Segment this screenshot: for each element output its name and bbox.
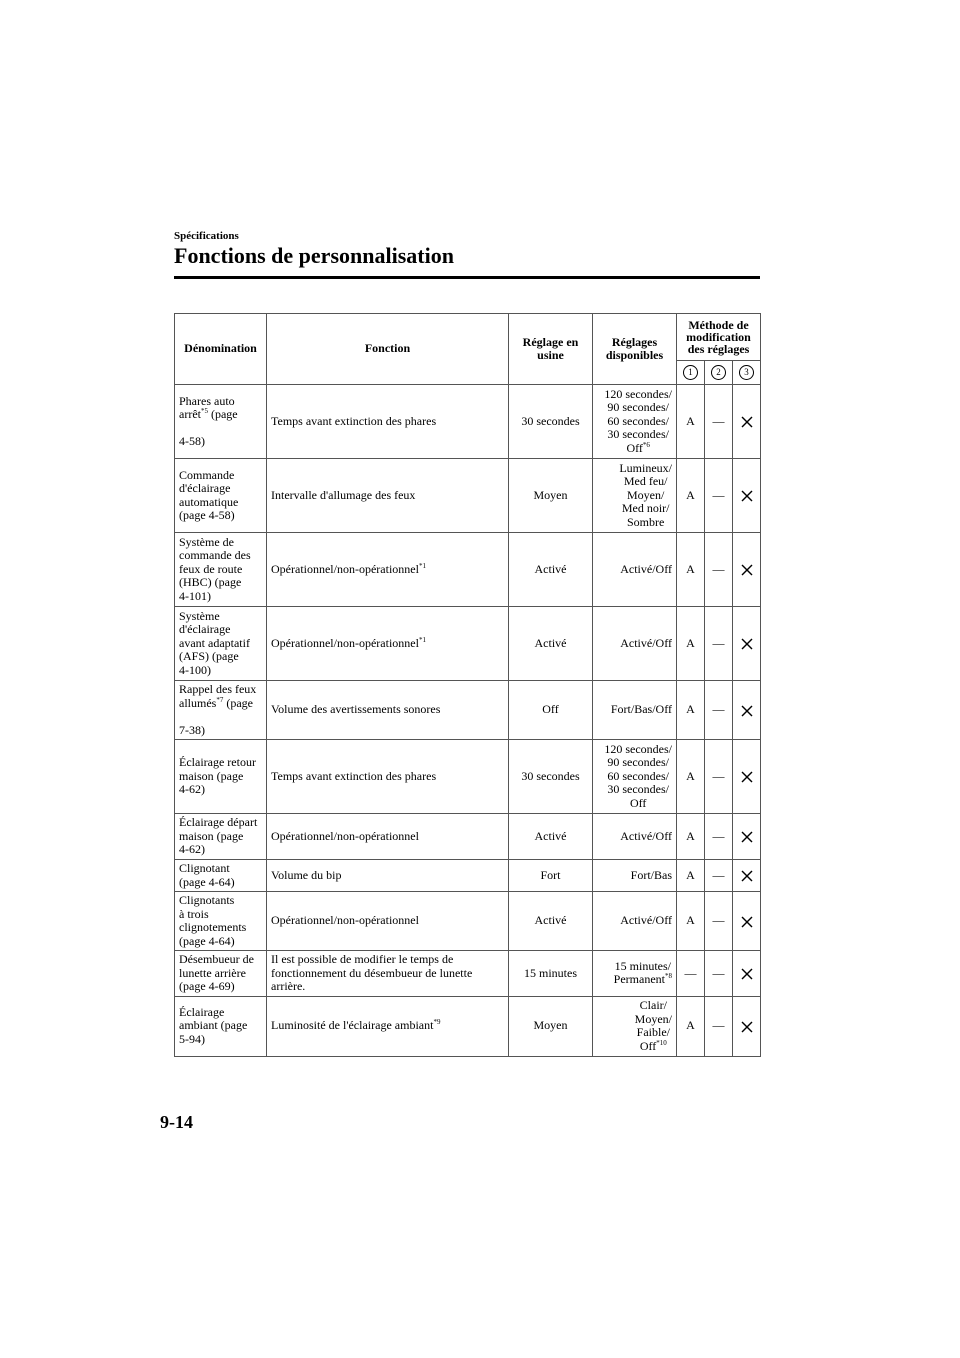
table-row bbox=[175, 459, 761, 533]
cell-method-m1: A bbox=[677, 607, 705, 681]
cell-factory-setting: Fort bbox=[509, 860, 593, 892]
title-divider bbox=[174, 276, 760, 279]
available-option: Activé/Off bbox=[620, 828, 672, 843]
available-option: Off bbox=[626, 440, 643, 455]
name-line: 7-38) bbox=[179, 722, 205, 737]
name-line: d'éclairage bbox=[179, 622, 231, 637]
name-line: (page bbox=[207, 407, 238, 421]
section-label: Spécifications bbox=[174, 230, 239, 242]
name-line: Éclairage retour bbox=[179, 755, 256, 770]
customization-table bbox=[174, 313, 761, 1057]
name-line: (HBC) (page bbox=[179, 575, 242, 590]
function-text: Opérationnel/non-opérationnel bbox=[271, 635, 419, 650]
cell-function bbox=[267, 860, 509, 892]
cell-method-m1: A bbox=[677, 681, 705, 740]
available-option: 120 secondes/ bbox=[604, 386, 672, 401]
cell-method-m3 bbox=[733, 740, 761, 814]
name-line: 4-101) bbox=[179, 588, 211, 603]
available-option: 60 secondes/ bbox=[607, 413, 669, 428]
name-line: (page 4-58) bbox=[179, 508, 235, 522]
cross-icon bbox=[741, 1021, 753, 1033]
name-line: (page bbox=[223, 695, 253, 710]
cross-icon bbox=[741, 870, 753, 882]
cell-name bbox=[175, 385, 267, 459]
cell-method-m3 bbox=[733, 996, 761, 1056]
cell-function bbox=[267, 996, 509, 1056]
cell-method-m1: — bbox=[677, 951, 705, 997]
table-row bbox=[175, 385, 761, 459]
header-function: Fonction bbox=[267, 314, 509, 385]
cell-method-m1: A bbox=[677, 385, 705, 459]
cell-factory-setting: Off bbox=[509, 681, 593, 740]
cell-available-settings bbox=[593, 892, 677, 951]
cell-method-m3 bbox=[733, 459, 761, 533]
available-option: Clair/ bbox=[639, 998, 667, 1012]
name-line: à trois bbox=[179, 906, 209, 921]
cell-method-m2: — bbox=[705, 533, 733, 607]
cell-name bbox=[175, 459, 267, 533]
name-line: (AFS) (page bbox=[179, 649, 239, 664]
circled-one-icon: 1 bbox=[683, 365, 698, 380]
cell-available-settings bbox=[593, 533, 677, 607]
available-option: Activé/Off bbox=[620, 561, 672, 576]
cell-available-settings bbox=[593, 951, 677, 997]
name-line: (page 4-64) bbox=[179, 933, 235, 948]
cross-icon bbox=[741, 490, 753, 502]
header-name: Dénomination bbox=[175, 314, 267, 385]
name-line: d'éclairage bbox=[179, 481, 231, 495]
footer-bar bbox=[0, 1343, 960, 1358]
name-line: 5-94) bbox=[179, 1031, 205, 1046]
name-line: Commande bbox=[179, 467, 235, 482]
table-row bbox=[175, 996, 761, 1056]
name-line: Désembueur de bbox=[179, 952, 254, 966]
cross-icon bbox=[741, 416, 753, 428]
cell-name bbox=[175, 860, 267, 892]
circled-three-icon: 3 bbox=[739, 365, 754, 380]
header-factory: Réglage en usine bbox=[509, 314, 593, 385]
cell-method-m3 bbox=[733, 607, 761, 681]
cell-function bbox=[267, 951, 509, 997]
footnote-ref: *6 bbox=[642, 440, 650, 449]
cell-factory-setting: 30 secondes bbox=[509, 385, 593, 459]
function-text: Opérationnel/non-opérationnel bbox=[271, 828, 419, 843]
footnote-ref: *8 bbox=[665, 972, 672, 981]
name-line: Phares auto bbox=[179, 393, 235, 408]
cell-available-settings bbox=[593, 814, 677, 860]
cell-function bbox=[267, 814, 509, 860]
available-option: 60 secondes/ bbox=[607, 768, 669, 783]
cell-name bbox=[175, 681, 267, 740]
name-line: Éclairage départ bbox=[179, 815, 258, 830]
table-row bbox=[175, 607, 761, 681]
name-line: Système bbox=[179, 608, 220, 623]
function-text: Opérationnel/non-opérationnel bbox=[271, 913, 419, 928]
name-line: 4-58) bbox=[179, 434, 205, 448]
name-line: clignotements bbox=[179, 920, 247, 934]
cross-icon bbox=[741, 831, 753, 843]
available-option: Activé/Off bbox=[620, 913, 672, 928]
available-option: Fort/Bas/Off bbox=[610, 702, 672, 717]
cell-method-m3 bbox=[733, 681, 761, 740]
cell-factory-setting: Moyen bbox=[509, 459, 593, 533]
cell-available-settings bbox=[593, 385, 677, 459]
cell-method-m2: — bbox=[705, 681, 733, 740]
table-row bbox=[175, 681, 761, 740]
function-text: Volume du bip bbox=[271, 867, 342, 882]
cell-method-m3 bbox=[733, 814, 761, 860]
cell-function bbox=[267, 740, 509, 814]
name-line: automatique bbox=[179, 494, 239, 509]
footnote-ref: *9 bbox=[433, 1018, 441, 1027]
cell-method-m3 bbox=[733, 533, 761, 607]
footnote-ref: *7 bbox=[216, 695, 224, 704]
available-option: Sombre bbox=[626, 514, 665, 529]
function-text: Intervalle d'allumage des feux bbox=[271, 487, 416, 502]
cell-factory-setting: 15 minutes bbox=[509, 951, 593, 997]
available-option: Off bbox=[639, 1038, 657, 1053]
header-method: Méthode de modification des réglages bbox=[677, 314, 761, 361]
footnote-ref: *1 bbox=[418, 635, 426, 644]
cell-method-m2: — bbox=[705, 951, 733, 997]
cell-method-m3 bbox=[733, 892, 761, 951]
name-line: (page 4-69) bbox=[179, 979, 235, 993]
cross-icon bbox=[741, 705, 753, 717]
cell-method-m3 bbox=[733, 385, 761, 459]
table-row bbox=[175, 892, 761, 951]
cell-function bbox=[267, 533, 509, 607]
cell-available-settings bbox=[593, 740, 677, 814]
name-line: lunette arrière bbox=[179, 965, 246, 980]
cell-method-m3 bbox=[733, 860, 761, 892]
function-text: Il est possible de modifier le temps de fonctionnement du désembueur de lunette arrière. bbox=[271, 952, 473, 993]
name-line: Clignotants bbox=[179, 893, 235, 907]
available-option: Faible/ bbox=[636, 1025, 670, 1039]
cross-icon bbox=[741, 638, 753, 650]
method-3-header bbox=[733, 361, 761, 385]
cell-factory-setting: Activé bbox=[509, 607, 593, 681]
cell-function bbox=[267, 459, 509, 533]
name-line: Rappel des feux bbox=[179, 682, 257, 696]
cell-name bbox=[175, 892, 267, 951]
available-option: 90 secondes/ bbox=[607, 400, 669, 415]
function-text: Temps avant extinction des phares bbox=[271, 413, 437, 428]
name-line: feux de route bbox=[179, 561, 243, 576]
method-1-header bbox=[677, 361, 705, 385]
name-line: 4-62) bbox=[179, 782, 205, 797]
cell-method-m2: — bbox=[705, 996, 733, 1056]
cell-method-m1: A bbox=[677, 892, 705, 951]
cell-available-settings bbox=[593, 996, 677, 1056]
name-line: commande des bbox=[179, 548, 251, 563]
cell-name bbox=[175, 607, 267, 681]
cell-method-m2: — bbox=[705, 385, 733, 459]
name-line: 4-62) bbox=[179, 842, 205, 857]
available-option: 90 secondes/ bbox=[607, 755, 669, 770]
name-line: Clignotant bbox=[179, 861, 230, 875]
cell-method-m1: A bbox=[677, 459, 705, 533]
cell-method-m1: A bbox=[677, 533, 705, 607]
function-text: Volume des avertissements sonores bbox=[271, 702, 441, 717]
table-row bbox=[175, 533, 761, 607]
cell-method-m1: A bbox=[677, 860, 705, 892]
cell-method-m2: — bbox=[705, 892, 733, 951]
name-line: maison (page bbox=[179, 828, 244, 843]
cell-name bbox=[175, 533, 267, 607]
cell-factory-setting: Activé bbox=[509, 892, 593, 951]
name-line: maison (page bbox=[179, 768, 244, 783]
cell-method-m2: — bbox=[705, 459, 733, 533]
available-option: 120 secondes/ bbox=[604, 741, 672, 756]
table-row bbox=[175, 814, 761, 860]
cell-method-m2: — bbox=[705, 607, 733, 681]
cross-icon bbox=[741, 916, 753, 928]
table-row bbox=[175, 860, 761, 892]
cell-available-settings bbox=[593, 607, 677, 681]
function-text: Temps avant extinction des phares bbox=[271, 768, 437, 783]
table-body bbox=[175, 385, 761, 1057]
table-row bbox=[175, 740, 761, 814]
cell-name bbox=[175, 996, 267, 1056]
cell-method-m2: — bbox=[705, 740, 733, 814]
available-option: Activé/Off bbox=[620, 635, 672, 650]
cell-name bbox=[175, 951, 267, 997]
cell-method-m1: A bbox=[677, 996, 705, 1056]
cell-function bbox=[267, 385, 509, 459]
function-text: Luminosité de l'éclairage ambiant bbox=[271, 1018, 434, 1033]
available-option: 30 secondes/ bbox=[607, 427, 669, 442]
table-row bbox=[175, 951, 761, 997]
cell-method-m1: A bbox=[677, 814, 705, 860]
available-option: Moyen/ bbox=[626, 487, 665, 502]
available-option: Permanent bbox=[613, 972, 665, 987]
name-line: Système de bbox=[179, 534, 234, 549]
cell-function bbox=[267, 892, 509, 951]
circled-two-icon: 2 bbox=[711, 365, 726, 380]
available-option: Lumineux/ bbox=[619, 460, 672, 475]
available-option: 15 minutes/ bbox=[614, 958, 671, 973]
available-option: Off bbox=[629, 795, 647, 810]
cell-factory-setting: Activé bbox=[509, 533, 593, 607]
available-option: Moyen/ bbox=[634, 1011, 672, 1026]
name-line: 4-100) bbox=[179, 662, 211, 677]
available-option: Med noir/ bbox=[621, 501, 670, 516]
footnote-ref: *1 bbox=[418, 561, 426, 570]
footnote-ref: *5 bbox=[200, 407, 208, 415]
cell-factory-setting: Activé bbox=[509, 814, 593, 860]
cell-factory-setting: Moyen bbox=[509, 996, 593, 1056]
cross-icon bbox=[741, 564, 753, 576]
name-line: (page 4-64) bbox=[179, 874, 235, 889]
function-text: Opérationnel/non-opérationnel bbox=[271, 561, 419, 576]
page-number: 9-14 bbox=[160, 1112, 193, 1132]
cell-function bbox=[267, 607, 509, 681]
method-2-header bbox=[705, 361, 733, 385]
available-option: Fort/Bas bbox=[630, 867, 672, 882]
available-option: 30 secondes/ bbox=[607, 782, 669, 797]
cell-method-m1: A bbox=[677, 740, 705, 814]
name-line: arrêt bbox=[179, 407, 201, 421]
cell-available-settings bbox=[593, 860, 677, 892]
name-line: ambiant (page bbox=[179, 1018, 248, 1033]
cell-name bbox=[175, 814, 267, 860]
cell-function bbox=[267, 681, 509, 740]
available-option: Med feu/ bbox=[623, 474, 668, 489]
cell-available-settings bbox=[593, 681, 677, 740]
cross-icon bbox=[741, 968, 753, 980]
name-line: allumés bbox=[179, 695, 217, 710]
name-line: avant adaptatif bbox=[179, 635, 250, 650]
cell-name bbox=[175, 740, 267, 814]
header-available: Réglages disponibles bbox=[593, 314, 677, 385]
cell-factory-setting: 30 secondes bbox=[509, 740, 593, 814]
page-title: Fonctions de personnalisation bbox=[174, 243, 454, 268]
name-line: Éclairage bbox=[179, 1004, 225, 1019]
cell-available-settings bbox=[593, 459, 677, 533]
cell-method-m2: — bbox=[705, 814, 733, 860]
footnote-ref: *10 bbox=[656, 1038, 667, 1047]
cross-icon bbox=[741, 771, 753, 783]
cell-method-m3 bbox=[733, 951, 761, 997]
cell-method-m2: — bbox=[705, 860, 733, 892]
